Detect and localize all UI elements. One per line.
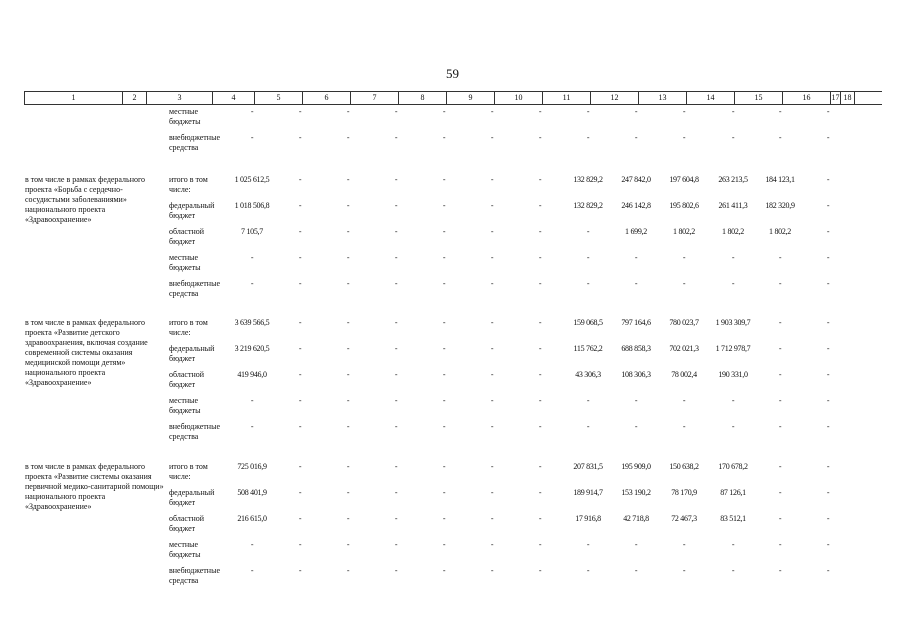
table-cell: 195 909,0 [621, 462, 651, 471]
header-col-16: 16 [783, 92, 831, 104]
table-cell: 216 615,0 [237, 514, 267, 523]
table-cell: - [682, 566, 686, 575]
table-cell: - [826, 133, 830, 142]
table-cell: - [538, 344, 542, 353]
table-cell: - [682, 396, 686, 405]
table-cell: - [298, 540, 302, 549]
table-cell: - [346, 201, 350, 210]
table-cell: - [731, 566, 735, 575]
table-cell: - [778, 488, 782, 497]
row-label: итого в том числе: [169, 318, 208, 337]
table-cell: - [442, 514, 446, 523]
table-cell: - [298, 227, 302, 236]
row-label: федеральный бюджет [169, 201, 215, 220]
table-cell: - [490, 175, 494, 184]
table-cell: 1 018 506,8 [234, 201, 270, 210]
table-cell: 153 190,2 [621, 488, 651, 497]
row-label: областной бюджет [169, 514, 205, 533]
row-label: областной бюджет [169, 227, 205, 246]
table-cell: - [442, 540, 446, 549]
table-cell: - [538, 227, 542, 236]
table-cell: 72 467,3 [671, 514, 697, 523]
table-cell: - [634, 540, 638, 549]
table-cell: - [394, 462, 398, 471]
header-col-9: 9 [447, 92, 495, 104]
table-cell: 1 802,2 [673, 227, 695, 236]
header-col-15: 15 [735, 92, 783, 104]
header-col-1: 1 [25, 92, 123, 104]
table-cell: - [394, 201, 398, 210]
table-cell: - [778, 396, 782, 405]
table-cell: - [442, 107, 446, 116]
table-cell: - [346, 175, 350, 184]
table-cell: - [394, 133, 398, 142]
table-cell: - [298, 279, 302, 288]
table-cell: - [538, 396, 542, 405]
table-cell: - [346, 344, 350, 353]
table-cell: - [778, 133, 782, 142]
table-cell: - [634, 107, 638, 116]
table-cell: 797 164,6 [621, 318, 651, 327]
table-cell: - [250, 279, 254, 288]
table-cell: 780 023,7 [669, 318, 699, 327]
table-cell: - [826, 253, 830, 262]
table-cell: 1 025 612,5 [234, 175, 270, 184]
table-cell: 419 946,0 [237, 370, 267, 379]
table-cell: - [826, 566, 830, 575]
table-cell: 184 123,1 [765, 175, 795, 184]
table-cell: - [394, 514, 398, 523]
table-cell: 195 802,6 [669, 201, 699, 210]
table-cell: - [346, 253, 350, 262]
table-cell: - [442, 201, 446, 210]
table-cell: 207 831,5 [573, 462, 603, 471]
table-cell: - [538, 462, 542, 471]
table-cell: - [394, 540, 398, 549]
table-cell: - [538, 540, 542, 549]
table-cell: - [490, 462, 494, 471]
table-cell: 78 002,4 [671, 370, 697, 379]
section-description: в том числе в рамках федерального проекта «Развитие детского здравоохранения, включая создание современной системы оказания медицинской помощи детям» национального проекта «Здравоохранение» [25, 318, 148, 387]
table-cell: - [826, 370, 830, 379]
header-col-3: 3 [147, 92, 213, 104]
table-cell: - [634, 566, 638, 575]
header-col-8: 8 [399, 92, 447, 104]
table-cell: - [298, 396, 302, 405]
table-cell: - [778, 370, 782, 379]
table-cell: - [490, 514, 494, 523]
table-cell: - [634, 422, 638, 431]
table-cell: - [826, 514, 830, 523]
table-cell: - [826, 344, 830, 353]
table-cell: - [490, 107, 494, 116]
table-cell: - [442, 344, 446, 353]
header-col-14: 14 [687, 92, 735, 104]
table-cell: 1 802,2 [722, 227, 744, 236]
header-col-18: 18 [841, 92, 855, 104]
table-cell: - [298, 344, 302, 353]
table-cell: - [298, 462, 302, 471]
table-cell: - [778, 107, 782, 116]
table-cell: - [346, 370, 350, 379]
table-cell: - [682, 107, 686, 116]
table-cell: 189 914,7 [573, 488, 603, 497]
header-col-11: 11 [543, 92, 591, 104]
table-cell: - [490, 133, 494, 142]
table-cell: - [731, 540, 735, 549]
table-cell: - [346, 462, 350, 471]
table-cell: - [586, 279, 590, 288]
table-cell: 263 213,5 [718, 175, 748, 184]
table-cell: - [442, 566, 446, 575]
table-cell: 83 512,1 [720, 514, 746, 523]
table-cell: - [298, 201, 302, 210]
table-cell: - [490, 422, 494, 431]
table-cell: 115 762,2 [573, 344, 603, 353]
row-label: местные бюджеты [169, 107, 201, 126]
table-cell: - [586, 133, 590, 142]
table-cell: 108 306,3 [621, 370, 651, 379]
table-cell: 78 170,9 [671, 488, 697, 497]
table-cell: - [778, 566, 782, 575]
table-cell: 132 829,2 [573, 175, 603, 184]
section-description: в том числе в рамках федерального проекта «Борьба с сердечно-сосудистыми заболеваниями» национального проекта «Здравоохранение» [25, 175, 146, 224]
table-cell: 190 331,0 [718, 370, 748, 379]
table-cell: - [538, 133, 542, 142]
table-cell: - [731, 396, 735, 405]
table-cell: - [826, 540, 830, 549]
table-cell: - [826, 462, 830, 471]
table-cell: - [586, 107, 590, 116]
table-cell: - [490, 227, 494, 236]
table-cell: - [394, 370, 398, 379]
table-cell: 1 802,2 [769, 227, 791, 236]
header-col-5: 5 [255, 92, 303, 104]
table-cell: - [682, 422, 686, 431]
table-cell: - [586, 540, 590, 549]
table-cell: - [490, 318, 494, 327]
table-cell: - [490, 279, 494, 288]
table-cell: 1 712 978,7 [715, 344, 751, 353]
table-cell: - [778, 318, 782, 327]
table-cell: - [682, 279, 686, 288]
table-cell: - [778, 344, 782, 353]
table-cell: - [298, 107, 302, 116]
table-cell: - [731, 133, 735, 142]
table-cell: 3 219 620,5 [234, 344, 270, 353]
table-cell: - [442, 253, 446, 262]
table-cell: - [346, 514, 350, 523]
table-cell: - [731, 253, 735, 262]
table-cell: - [490, 201, 494, 210]
table-cell: - [826, 227, 830, 236]
table-cell: - [346, 279, 350, 288]
table-cell: 3 639 566,5 [234, 318, 270, 327]
table-cell: - [778, 422, 782, 431]
table-cell: - [826, 488, 830, 497]
header-col-6: 6 [303, 92, 351, 104]
table-cell: - [538, 566, 542, 575]
table-cell: - [586, 566, 590, 575]
table-cell: - [778, 279, 782, 288]
table-cell: 1 699,2 [625, 227, 647, 236]
table-cell: - [442, 175, 446, 184]
table-cell: 132 829,2 [573, 201, 603, 210]
table-cell: 261 411,3 [718, 201, 748, 210]
row-label: итого в том числе: [169, 462, 208, 481]
table-cell: - [586, 422, 590, 431]
table-cell: - [394, 488, 398, 497]
table-cell: - [394, 279, 398, 288]
table-cell: 17 916,8 [575, 514, 601, 523]
table-cell: - [250, 253, 254, 262]
table-cell: - [442, 396, 446, 405]
table-cell: 246 142,8 [621, 201, 651, 210]
table-cell: 7 105,7 [241, 227, 263, 236]
table-cell: - [634, 133, 638, 142]
table-cell: - [298, 133, 302, 142]
table-cell: - [346, 227, 350, 236]
table-cell: - [346, 107, 350, 116]
table-cell: - [346, 396, 350, 405]
table-cell: - [538, 318, 542, 327]
table-cell: - [442, 227, 446, 236]
header-col-10: 10 [495, 92, 543, 104]
table-cell: - [442, 133, 446, 142]
table-cell: - [346, 566, 350, 575]
table-cell: - [538, 253, 542, 262]
table-cell: - [490, 253, 494, 262]
table-cell: 247 842,0 [621, 175, 651, 184]
table-cell: 508 401,9 [237, 488, 267, 497]
row-label: внебюджетные средства [169, 566, 220, 585]
table-cell: - [586, 253, 590, 262]
table-cell: - [731, 422, 735, 431]
table-cell: - [346, 133, 350, 142]
table-cell: - [394, 227, 398, 236]
table-cell: - [250, 540, 254, 549]
table-cell: - [634, 253, 638, 262]
page-number: 59 [446, 66, 459, 81]
table-cell: - [490, 540, 494, 549]
table-cell: - [394, 566, 398, 575]
table-cell: - [394, 422, 398, 431]
table-cell: - [346, 540, 350, 549]
table-cell: 159 068,5 [573, 318, 603, 327]
table-cell: 1 903 309,7 [715, 318, 751, 327]
row-label: внебюджетные средства [169, 279, 220, 298]
table-cell: - [298, 253, 302, 262]
table-cell: - [538, 201, 542, 210]
table-cell: - [250, 396, 254, 405]
row-label: федеральный бюджет [169, 344, 215, 363]
table-cell: - [442, 318, 446, 327]
table-cell: - [442, 422, 446, 431]
row-label: федеральный бюджет [169, 488, 215, 507]
row-label: итого в том числе: [169, 175, 208, 194]
table-cell: 725 016,9 [237, 462, 267, 471]
table-cell: - [731, 107, 735, 116]
table-cell: - [394, 107, 398, 116]
table-cell: - [778, 462, 782, 471]
header-col-17: 17 [831, 93, 840, 102]
table-cell: - [826, 175, 830, 184]
row-label: областной бюджет [169, 370, 205, 389]
table-cell: - [394, 396, 398, 405]
table-cell: - [778, 514, 782, 523]
table-cell: - [298, 566, 302, 575]
table-cell: 170 678,2 [718, 462, 748, 471]
table-cell: - [826, 318, 830, 327]
table-cell: - [298, 514, 302, 523]
table-cell: 688 858,3 [621, 344, 651, 353]
table-cell: - [634, 396, 638, 405]
table-cell: - [586, 396, 590, 405]
table-cell: - [298, 175, 302, 184]
table-cell: - [490, 488, 494, 497]
table-cell: - [298, 370, 302, 379]
table-cell: - [490, 396, 494, 405]
row-label: местные бюджеты [169, 253, 201, 272]
header-col-2: 2 [123, 92, 147, 104]
table-cell: - [538, 370, 542, 379]
header-col-12: 12 [591, 92, 639, 104]
table-cell: - [778, 253, 782, 262]
table-cell: 197 604,8 [669, 175, 699, 184]
table-cell: - [490, 344, 494, 353]
table-cell: - [538, 107, 542, 116]
table-cell: - [538, 514, 542, 523]
table-cell: - [826, 396, 830, 405]
table-cell: 42 718,8 [623, 514, 649, 523]
table-cell: - [538, 488, 542, 497]
table-header [24, 91, 882, 105]
table-cell: - [778, 540, 782, 549]
table-cell: - [826, 107, 830, 116]
table-cell: - [394, 344, 398, 353]
table-cell: - [490, 370, 494, 379]
table-cell: - [250, 566, 254, 575]
table-cell: - [538, 422, 542, 431]
section-description: в том числе в рамках федерального проекта «Развитие системы оказания первичной медико-санитарной помощи» национального проекта «Здравоохранение» [25, 462, 164, 511]
table-cell: 87 126,1 [720, 488, 746, 497]
table-cell: - [394, 318, 398, 327]
header-col-13: 13 [639, 92, 687, 104]
table-cell: - [682, 540, 686, 549]
table-cell: - [298, 488, 302, 497]
table-cell: - [346, 488, 350, 497]
table-cell: - [442, 462, 446, 471]
table-cell: 150 638,2 [669, 462, 699, 471]
table-cell: - [682, 253, 686, 262]
table-cell: - [490, 566, 494, 575]
table-cell: - [682, 133, 686, 142]
table-cell: - [298, 318, 302, 327]
table-cell: - [442, 370, 446, 379]
table-cell: - [346, 318, 350, 327]
table-cell: 43 306,3 [575, 370, 601, 379]
header-col-7: 7 [351, 92, 399, 104]
table-cell: - [250, 107, 254, 116]
table-cell: - [538, 175, 542, 184]
table-cell: - [442, 488, 446, 497]
table-cell: - [250, 133, 254, 142]
table-cell: - [346, 422, 350, 431]
header-col-4: 4 [213, 92, 255, 104]
table-cell: 182 320,9 [765, 201, 795, 210]
table-cell: - [250, 422, 254, 431]
table-cell: - [826, 279, 830, 288]
table-cell: - [442, 279, 446, 288]
table-cell: - [394, 253, 398, 262]
table-cell: - [634, 279, 638, 288]
table-cell: - [298, 422, 302, 431]
row-label: внебюджетные средства [169, 133, 220, 152]
row-label: внебюджетные средства [169, 422, 220, 441]
table-cell: - [826, 201, 830, 210]
row-label: местные бюджеты [169, 540, 201, 559]
table-cell: 702 021,3 [669, 344, 699, 353]
table-cell: - [538, 279, 542, 288]
table-cell: - [731, 279, 735, 288]
row-label: местные бюджеты [169, 396, 201, 415]
table-cell: - [394, 175, 398, 184]
table-cell: - [826, 422, 830, 431]
table-cell: - [586, 227, 590, 236]
